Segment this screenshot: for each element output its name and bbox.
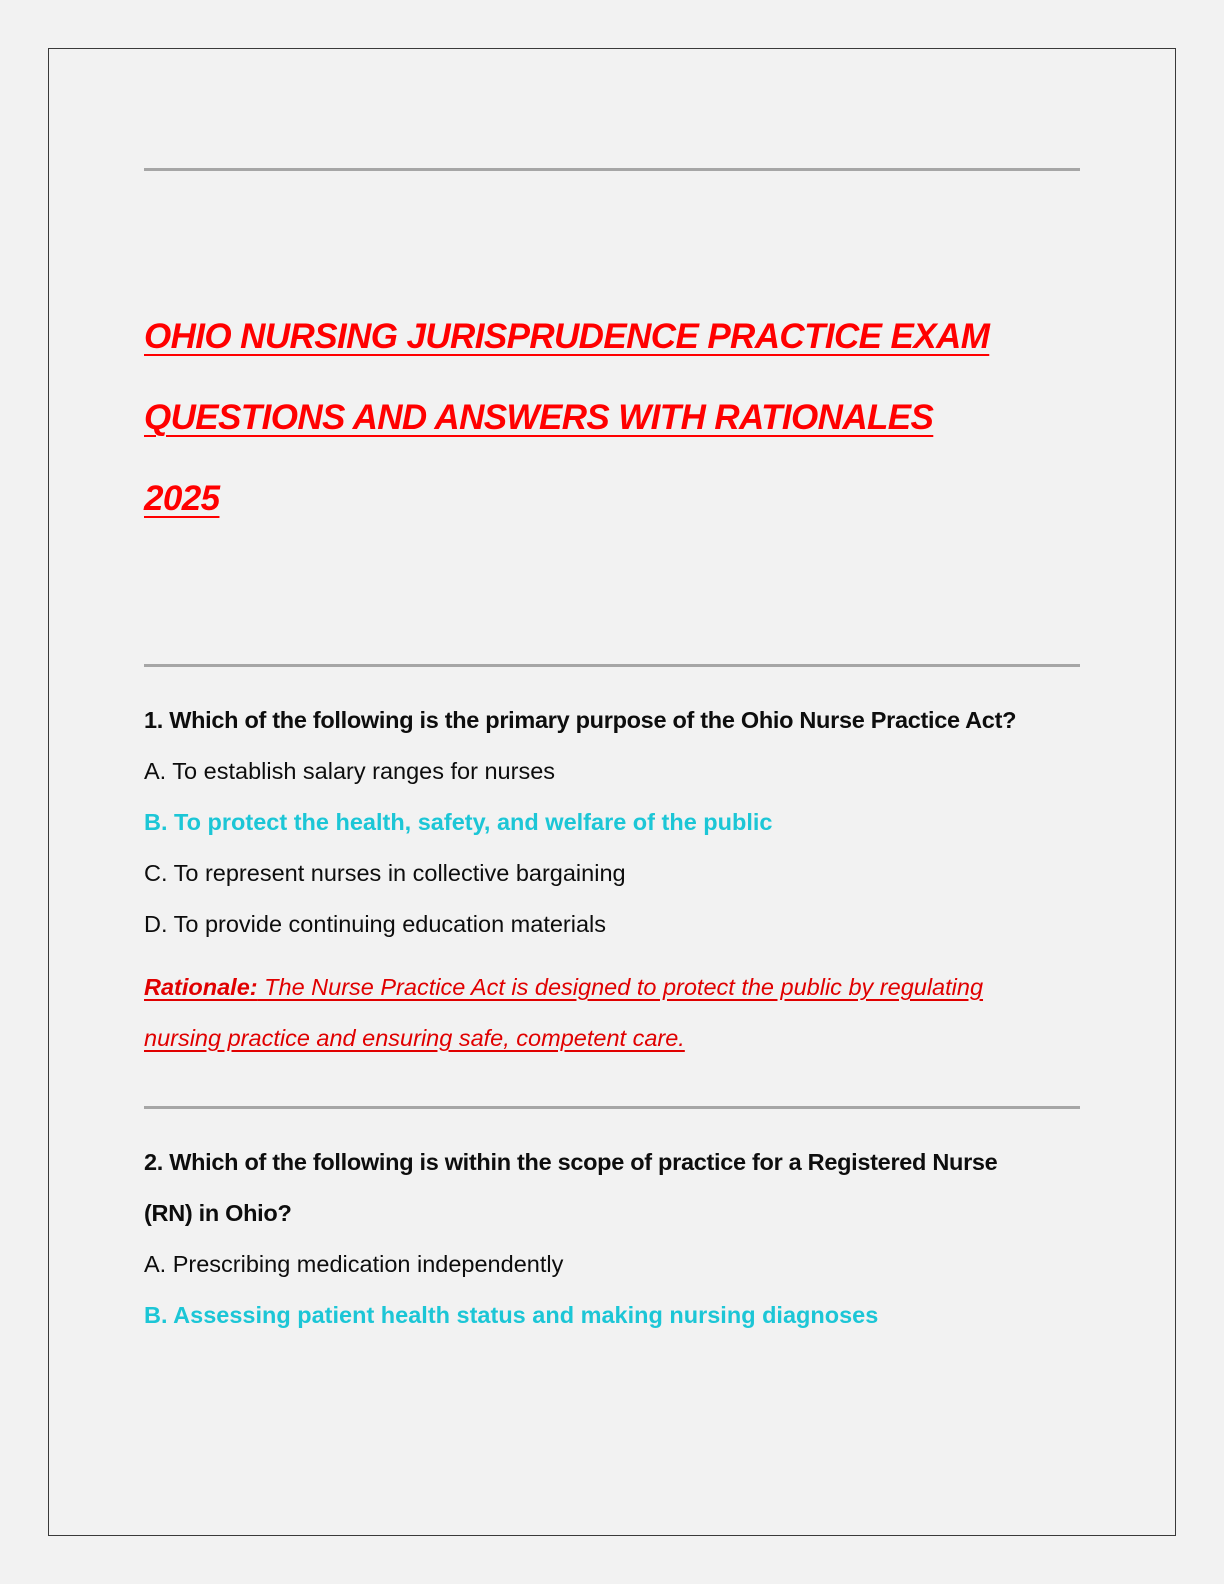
document-title: [144, 296, 1084, 539]
divider-top: [144, 168, 1080, 171]
divider-after-title: [144, 664, 1080, 667]
question-2-option-b-correct: B. Assessing patient health status and making nursing diagnoses: [144, 1302, 879, 1328]
question-2-text-line-2: (RN) in Ohio?: [144, 1200, 292, 1226]
question-1: [144, 695, 1084, 1064]
question-1-rationale-line-2: nursing practice and ensuring safe, competent care.: [144, 1025, 685, 1051]
question-2-option-a: A. Prescribing medication independently: [144, 1251, 564, 1277]
question-1-option-d: D. To provide continuing education materials: [144, 911, 607, 937]
rationale-text-1: The Nurse Practice Act is designed to protect the public by regulating: [257, 974, 984, 1000]
title-line-3: 2025: [144, 479, 220, 518]
rationale-label: Rationale:: [144, 974, 258, 1000]
title-line-1: OHIO NURSING JURISPRUDENCE PRACTICE EXAM: [144, 317, 990, 356]
divider-after-question-1: [144, 1106, 1080, 1109]
title-line-2: QUESTIONS AND ANSWERS WITH RATIONALES: [144, 398, 934, 437]
question-1-option-c: C. To represent nurses in collective bargaining: [144, 860, 626, 886]
question-2: [144, 1137, 1084, 1341]
question-2-text-line-1: 2. Which of the following is within the scope of practice for a Registered Nurse: [144, 1149, 998, 1175]
question-1-text: 1. Which of the following is the primary purpose of the Ohio Nurse Practice Act?: [144, 707, 1017, 733]
question-1-option-a: A. To establish salary ranges for nurses: [144, 758, 556, 784]
question-1-option-b-correct: B. To protect the health, safety, and welfare of the public: [144, 809, 773, 835]
question-1-rationale-line-1: [144, 962, 1084, 1013]
